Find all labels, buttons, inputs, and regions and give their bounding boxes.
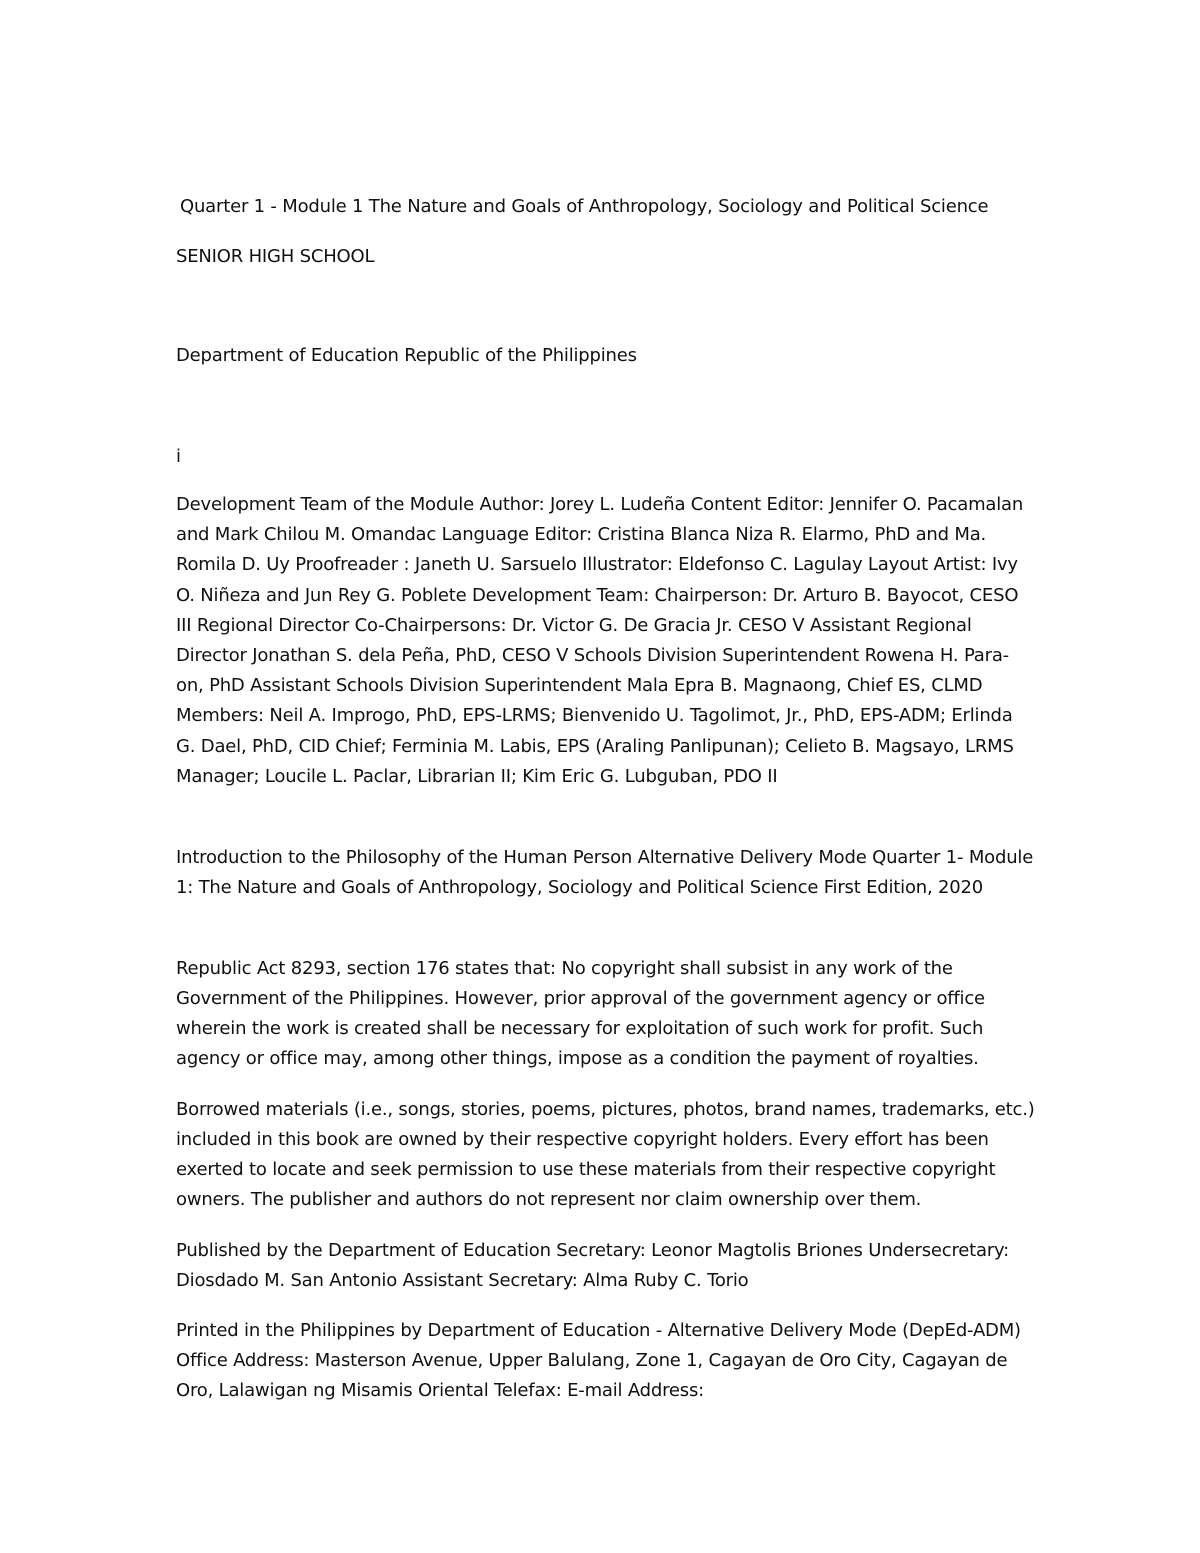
printed-in-paragraph: Printed in the Philippines by Department of Education - Alternative Delivery Mode (DepEd-ADM) Office Address: Masterson Avenue, Upper Balulang, Zone 1, Cagayan de Oro City, Cagayan de Oro, Lalawigan ng Misamis Oriental Telefax: E-mail Address: <box>176 1320 1021 1401</box>
page-number-roman: i <box>176 446 181 467</box>
borrowed-materials-paragraph: Borrowed materials (i.e., songs, stories, poems, pictures, photos, brand names, trademarks, etc.) included in this book are owned by their respective copyright holders. Every effort has been exerted to locate and seek permission to use these materials from their respective copyright owners. The publisher and authors do not represent nor claim ownership over them. <box>176 1099 1035 1210</box>
published-by-paragraph: Published by the Department of Education Secretary: Leonor Magtolis Briones Undersecretary: Diosdado M. San Antonio Assistant Secretary: Alma Ruby C. Torio <box>176 1240 1010 1291</box>
module-title-line: Quarter 1 - Module 1 The Nature and Goals of Anthropology, Sociology and Political Science <box>180 196 989 217</box>
school-level-line: SENIOR HIGH SCHOOL <box>176 246 375 267</box>
department-line: Department of Education Republic of the Philippines <box>176 345 637 366</box>
intro-paragraph: Introduction to the Philosophy of the Human Person Alternative Delivery Mode Quarter 1- Module 1: The Nature and Goals of Anthropology, Sociology and Political Science First Edition, 2020 <box>176 847 1034 898</box>
development-team-paragraph: Development Team of the Module Author: Jorey L. Ludeña Content Editor: Jennifer O. Pacamalan and Mark Chilou M. Omandac Language Editor: Cristina Blanca Niza R. Elarmo, PhD and Ma. Romila D. Uy Proofreader : Janeth U. Sarsuelo Illustrator: Eldefonso C. Lagulay Layout Artist: Ivy O. Niñeza and Jun Rey G. Poblete Development Team: Chairperson: Dr. Arturo B. Bayocot, CESO III Regional Director Co-Chairpersons: Dr. Victor G. De Gracia Jr. CESO V Assistant Regional Director Jonathan S. dela Peña, PhD, CESO V Schools Division Superintendent Rowena H. Para-on, PhD Assistant Schools Division Superintendent Mala Epra B. Magnaong, Chief ES, CLMD Members: Neil A. Improgo, PhD, EPS-LRMS; Bienvenido U. Tagolimot, Jr., PhD, EPS-ADM; Erlinda G. Dael, PhD, CID Chief; Ferminia M. Labis, EPS (Araling Panlipunan); Celieto B. Magsayo, LRMS Manager; Loucile L. Paclar, Librarian II; Kim Eric G. Lubguban, PDO II <box>176 494 1024 787</box>
republic-act-paragraph: Republic Act 8293, section 176 states that: No copyright shall subsist in any work of the Government of the Philippines. However, prior approval of the government agency or office wherein the work is created shall be necessary for exploitation of such work for profit. Such agency or office may, among other things, impose as a condition the payment of royalties. <box>176 958 985 1069</box>
